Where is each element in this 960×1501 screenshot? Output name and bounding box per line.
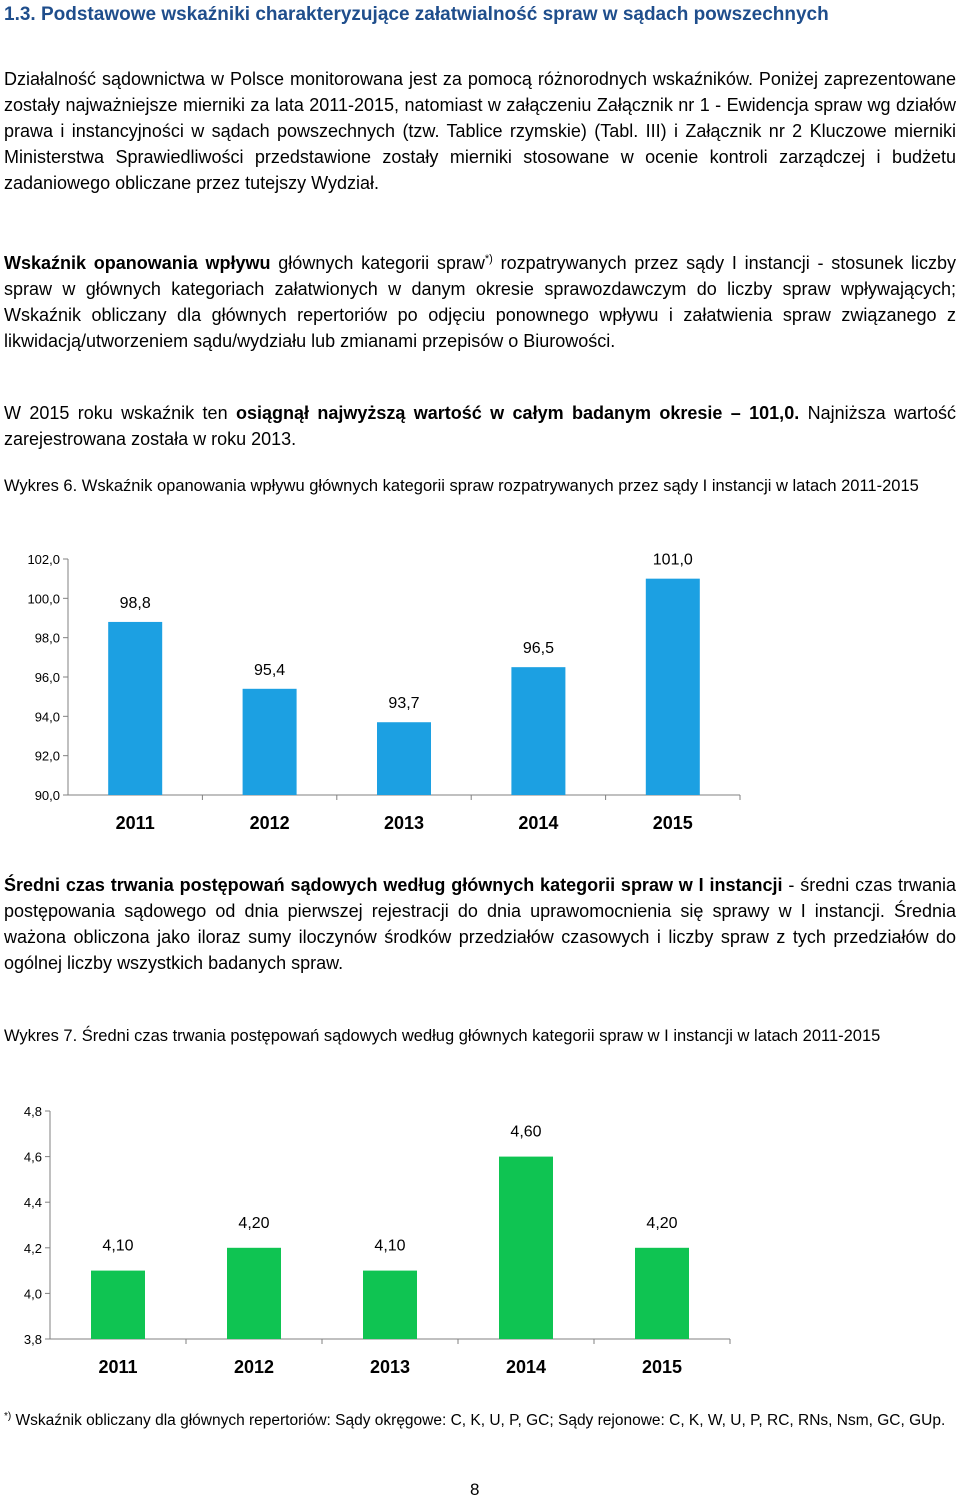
chart-caption-2-text: Średni czas trwania postępowań sądowych według głównych kategorii spraw w I instancji w latach 2011-2015 — [77, 1027, 881, 1045]
summary-text-a: W 2015 roku wskaźnik ten — [4, 403, 236, 423]
y-tick-label: 100,0 — [27, 591, 60, 607]
y-tick-label: 4,8 — [23, 1104, 42, 1119]
data-label: 96,5 — [522, 640, 554, 658]
data-label: 4,10 — [374, 1237, 406, 1255]
intro-paragraph: Działalność sądownictwa w Polsce monitorowana jest za pomocą różnorodnych wskaźników. Poniżej zaprezentowane zostały najważniejsze mierniki za lata 2011-2015, natomiast w załączeniu Załącznik nr 1 - Ewidencja spraw wg działów prawa i instancyjności w sądach powszechnych (tzw. Tablice rzymskie) (Tabl. III) i Załącznik nr 2 Kluczowe mierniki Ministerstwa Sprawiedliwości przedstawione zostały mierniki stosowane w ocenie kontroli zarządczej i budżetu zadaniowego obliczane przez tutejszy Wydział. — [4, 69, 956, 193]
chart-caption-1-text: Wskaźnik opanowania wpływu głównych kategorii spraw rozpatrywanych przez sądy I instancji w latach 2011-2015 — [77, 477, 919, 495]
page-number: 8 — [470, 1480, 480, 1499]
y-tick-label: 102,0 — [27, 552, 60, 567]
summary-highlight: osiągnął najwyższą wartość w całym badanym okresie – 101,0. — [235, 403, 800, 423]
x-tick-label: 2013 — [383, 813, 425, 833]
y-tick-label: 92,0 — [34, 748, 60, 764]
x-tick-label: 2014 — [518, 813, 559, 833]
chart-1-svg — [0, 535, 960, 845]
chart-1 — [0, 535, 960, 845]
bar — [511, 667, 565, 795]
definition-term-1: Wskaźnik opanowania wpływu — [4, 253, 271, 273]
bar — [108, 622, 162, 795]
x-tick-label: 2013 — [369, 1357, 411, 1377]
bar — [646, 579, 700, 795]
y-tick-label: 4,0 — [23, 1286, 42, 1302]
y-tick-label: 94,0 — [34, 709, 60, 725]
footnote-mark: *) — [4, 1411, 12, 1422]
data-label: 93,7 — [388, 695, 420, 713]
bar — [91, 1271, 145, 1339]
chart-caption-2 — [4, 1025, 934, 1048]
chart-2-svg — [0, 1095, 960, 1395]
data-label: 4,10 — [102, 1237, 134, 1255]
footnote-text: Wskaźnik obliczany dla głównych repertoriów: Sądy okręgowe: C, K, U, P, GC; Sądy rejonowe: C, K, W, U, P, RC, RNs, Nsm, GC, GUp. — [11, 1412, 946, 1430]
bar — [499, 1157, 553, 1339]
chart-caption-1 — [4, 475, 934, 498]
bar — [243, 689, 297, 795]
y-tick-label: 90,0 — [34, 788, 60, 803]
definition-term-2: Średni czas trwania postępowań sądowych według głównych kategorii spraw w I instancji — [4, 875, 783, 895]
summary-paragraph-1 — [4, 400, 956, 452]
x-tick-label: 2012 — [233, 1357, 275, 1377]
y-tick-label: 98,0 — [34, 630, 60, 646]
x-tick-label: 2012 — [249, 813, 290, 833]
y-tick-label: 4,6 — [23, 1149, 42, 1165]
definition-paragraph-2 — [4, 872, 956, 976]
footnote — [4, 1404, 954, 1433]
x-tick-label: 2011 — [98, 1357, 138, 1377]
definition-text-2: - średni czas trwania postępowania sądowego od dnia pierwszej rejestracji do dnia uprawomocnienia się sprawy w I instancji. Średnia ważona obliczona jako iloraz sumy iloczynów środków przedziałów czasowych i liczby spraw z tych przedziałów do ogólnej liczby wszystkich badanych spraw. — [4, 875, 956, 973]
definition-paragraph-1 — [4, 246, 956, 354]
footnote-reference: *) — [484, 253, 493, 265]
bar — [635, 1248, 689, 1339]
definition-text-1b: rozpatrywanych przez sądy I instancji - stosunek liczby spraw w głównych kategoriach załatwionych w danym okresie sprawozdawczym do liczby spraw wpływających; Wskaźnik obliczany dla głównych repertoriów po odjęciu ponownego wpływu i załatwienia spraw związanego z likwidacją/utworzeniem sądu/wydziału lub zmianami przepisów o Biurowości. — [4, 253, 956, 351]
chart-caption-2-label: Wykres 7. — [4, 1027, 78, 1045]
bar — [377, 722, 431, 795]
y-tick-label: 4,4 — [23, 1195, 42, 1211]
data-label: 4,20 — [238, 1214, 270, 1232]
x-tick-label: 2015 — [652, 813, 693, 833]
x-tick-label: 2011 — [115, 813, 155, 833]
data-label: 95,4 — [254, 661, 286, 679]
chart-2 — [0, 1095, 960, 1395]
x-tick-label: 2014 — [505, 1357, 547, 1377]
bar — [227, 1248, 281, 1339]
data-label: 98,8 — [119, 594, 151, 612]
data-label: 4,60 — [510, 1123, 542, 1141]
bar — [363, 1271, 417, 1339]
summary-text-b: Najniższa wartość zarejestrowana została w roku 2013. — [4, 403, 956, 449]
data-label: 101,0 — [652, 551, 693, 569]
chart-caption-1-label: Wykres 6. — [4, 477, 78, 495]
y-tick-label: 3,8 — [23, 1332, 42, 1347]
section-heading: 1.3. Podstawowe wskaźniki charakteryzujące załatwialność spraw w sądach powszechnych — [4, 4, 829, 25]
y-tick-label: 96,0 — [34, 670, 60, 685]
x-tick-label: 2015 — [641, 1357, 683, 1377]
data-label: 4,20 — [646, 1214, 678, 1232]
y-tick-label: 4,2 — [23, 1240, 42, 1256]
definition-text-1a: głównych kategorii spraw — [270, 253, 485, 273]
